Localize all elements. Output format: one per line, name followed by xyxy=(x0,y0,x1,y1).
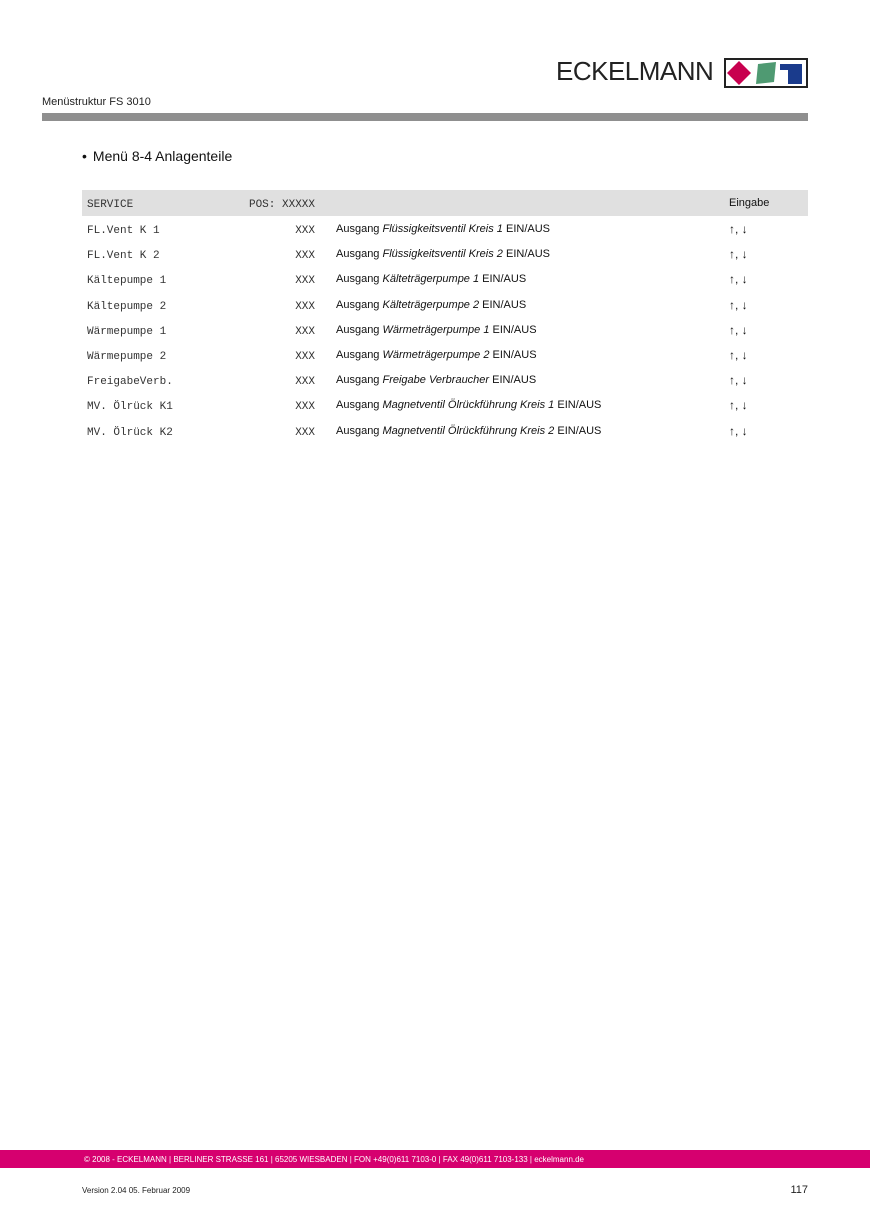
table-row xyxy=(82,292,808,317)
desc-prefix: Ausgang xyxy=(336,424,383,437)
row-description xyxy=(336,299,526,311)
row-input-arrows: ↑, ↓ xyxy=(729,272,748,287)
row-service-name: FL.Vent K 1 xyxy=(87,225,160,237)
desc-prefix: Ausgang xyxy=(336,248,383,261)
footer-address: © 2008 - ECKELMANN | BERLINER STRASSE 161 | 65205 WIESBADEN | FON +49(0)611 7103-0 | FAX 49(0)611 7103-133 | eckelmann.de xyxy=(84,1155,585,1164)
row-value: XXX xyxy=(295,300,315,313)
table-row xyxy=(82,241,808,266)
desc-suffix: EIN/AUS xyxy=(489,348,537,361)
desc-prefix: Ausgang xyxy=(336,298,383,311)
page-number: 117 xyxy=(790,1184,808,1196)
row-value: XXX xyxy=(295,401,315,414)
desc-italic: Kälteträgerpumpe 1 xyxy=(382,273,480,286)
row-value: XXX xyxy=(295,325,315,338)
row-description xyxy=(336,399,601,411)
row-description xyxy=(336,223,550,235)
header-service: SERVICE xyxy=(87,199,134,211)
version-info: Version 2.04 05. Februar 2009 xyxy=(82,1186,191,1195)
row-service-name: FreigabeVerb. xyxy=(87,376,173,389)
row-service-name: Wärmepumpe 1 xyxy=(87,325,167,338)
table-row xyxy=(82,367,808,392)
row-description xyxy=(336,349,537,361)
row-input-arrows: ↑, ↓ xyxy=(729,347,748,362)
desc-italic: Flüssigkeitsventil Kreis 1 xyxy=(382,223,503,235)
table-body xyxy=(82,216,808,443)
desc-suffix: EIN/AUS xyxy=(489,323,537,336)
desc-italic: Magnetventil Ölrückführung Kreis 2 xyxy=(382,424,555,437)
row-value: XXX xyxy=(295,275,315,288)
row-description xyxy=(336,324,537,336)
table-row xyxy=(82,342,808,367)
menu-table xyxy=(82,190,808,443)
row-description xyxy=(336,374,536,386)
header-divider xyxy=(42,113,808,121)
row-input-arrows: ↑, ↓ xyxy=(729,297,748,312)
desc-suffix: EIN/AUS xyxy=(502,248,550,261)
section-heading xyxy=(82,148,232,164)
row-service-name: FL.Vent K 2 xyxy=(87,250,160,263)
row-service-name: MV. Ölrück K2 xyxy=(87,426,173,439)
row-input-arrows: ↑, ↓ xyxy=(729,423,748,438)
table-header xyxy=(82,190,808,216)
section-title: Menü 8-4 Anlagenteile xyxy=(92,148,233,164)
desc-italic: Magnetventil Ölrückführung Kreis 1 xyxy=(382,399,555,412)
row-description xyxy=(336,273,526,285)
row-input-arrows: ↑, ↓ xyxy=(729,222,748,236)
footer-bar xyxy=(0,1150,870,1168)
desc-italic: Flüssigkeitsventil Kreis 2 xyxy=(382,248,503,261)
row-input-arrows: ↑, ↓ xyxy=(729,322,748,337)
desc-suffix: EIN/AUS xyxy=(554,424,602,437)
row-description xyxy=(336,425,601,437)
desc-italic: Wärmeträgerpumpe 1 xyxy=(382,323,490,336)
header-pos: POS: XXXXX xyxy=(248,199,315,211)
desc-prefix: Ausgang xyxy=(336,399,383,412)
bullet-icon: • xyxy=(82,148,87,164)
row-service-name: Wärmepumpe 2 xyxy=(87,350,167,363)
desc-prefix: Ausgang xyxy=(336,323,383,336)
table-row xyxy=(82,418,808,443)
desc-prefix: Ausgang xyxy=(336,273,383,286)
header-eingabe: Eingabe xyxy=(729,197,770,209)
row-service-name: MV. Ölrück K1 xyxy=(87,401,173,414)
row-service-name: Kältepumpe 2 xyxy=(87,300,167,313)
row-description xyxy=(336,248,550,260)
row-value: XXX xyxy=(295,225,315,237)
table-row xyxy=(82,317,808,342)
desc-prefix: Ausgang xyxy=(336,374,383,387)
table-row xyxy=(82,216,808,241)
row-input-arrows: ↑, ↓ xyxy=(729,247,748,262)
row-value: XXX xyxy=(295,426,315,439)
desc-suffix: EIN/AUS xyxy=(489,374,537,387)
eckelmann-logo xyxy=(556,56,713,87)
desc-prefix: Ausgang xyxy=(336,223,383,235)
table-row xyxy=(82,392,808,417)
desc-italic: Kälteträgerpumpe 2 xyxy=(382,298,480,311)
desc-suffix: EIN/AUS xyxy=(502,223,550,235)
row-service-name: Kältepumpe 1 xyxy=(87,275,167,288)
desc-suffix: EIN/AUS xyxy=(479,298,527,311)
desc-italic: Wärmeträgerpumpe 2 xyxy=(382,348,490,361)
row-input-arrows: ↑, ↓ xyxy=(729,398,748,413)
desc-italic: Freigabe Verbraucher xyxy=(382,374,490,387)
table-row xyxy=(82,266,808,291)
desc-suffix: EIN/AUS xyxy=(479,273,527,286)
row-value: XXX xyxy=(295,250,315,263)
desc-prefix: Ausgang xyxy=(336,348,383,361)
row-value: XXX xyxy=(295,350,315,363)
desc-suffix: EIN/AUS xyxy=(554,399,602,412)
document-title: Menüstruktur FS 3010 xyxy=(42,96,151,108)
logo-marks-icon xyxy=(724,58,808,88)
row-value: XXX xyxy=(295,376,315,389)
row-input-arrows: ↑, ↓ xyxy=(729,373,748,388)
logo-text: ECKELMANN xyxy=(556,56,714,86)
